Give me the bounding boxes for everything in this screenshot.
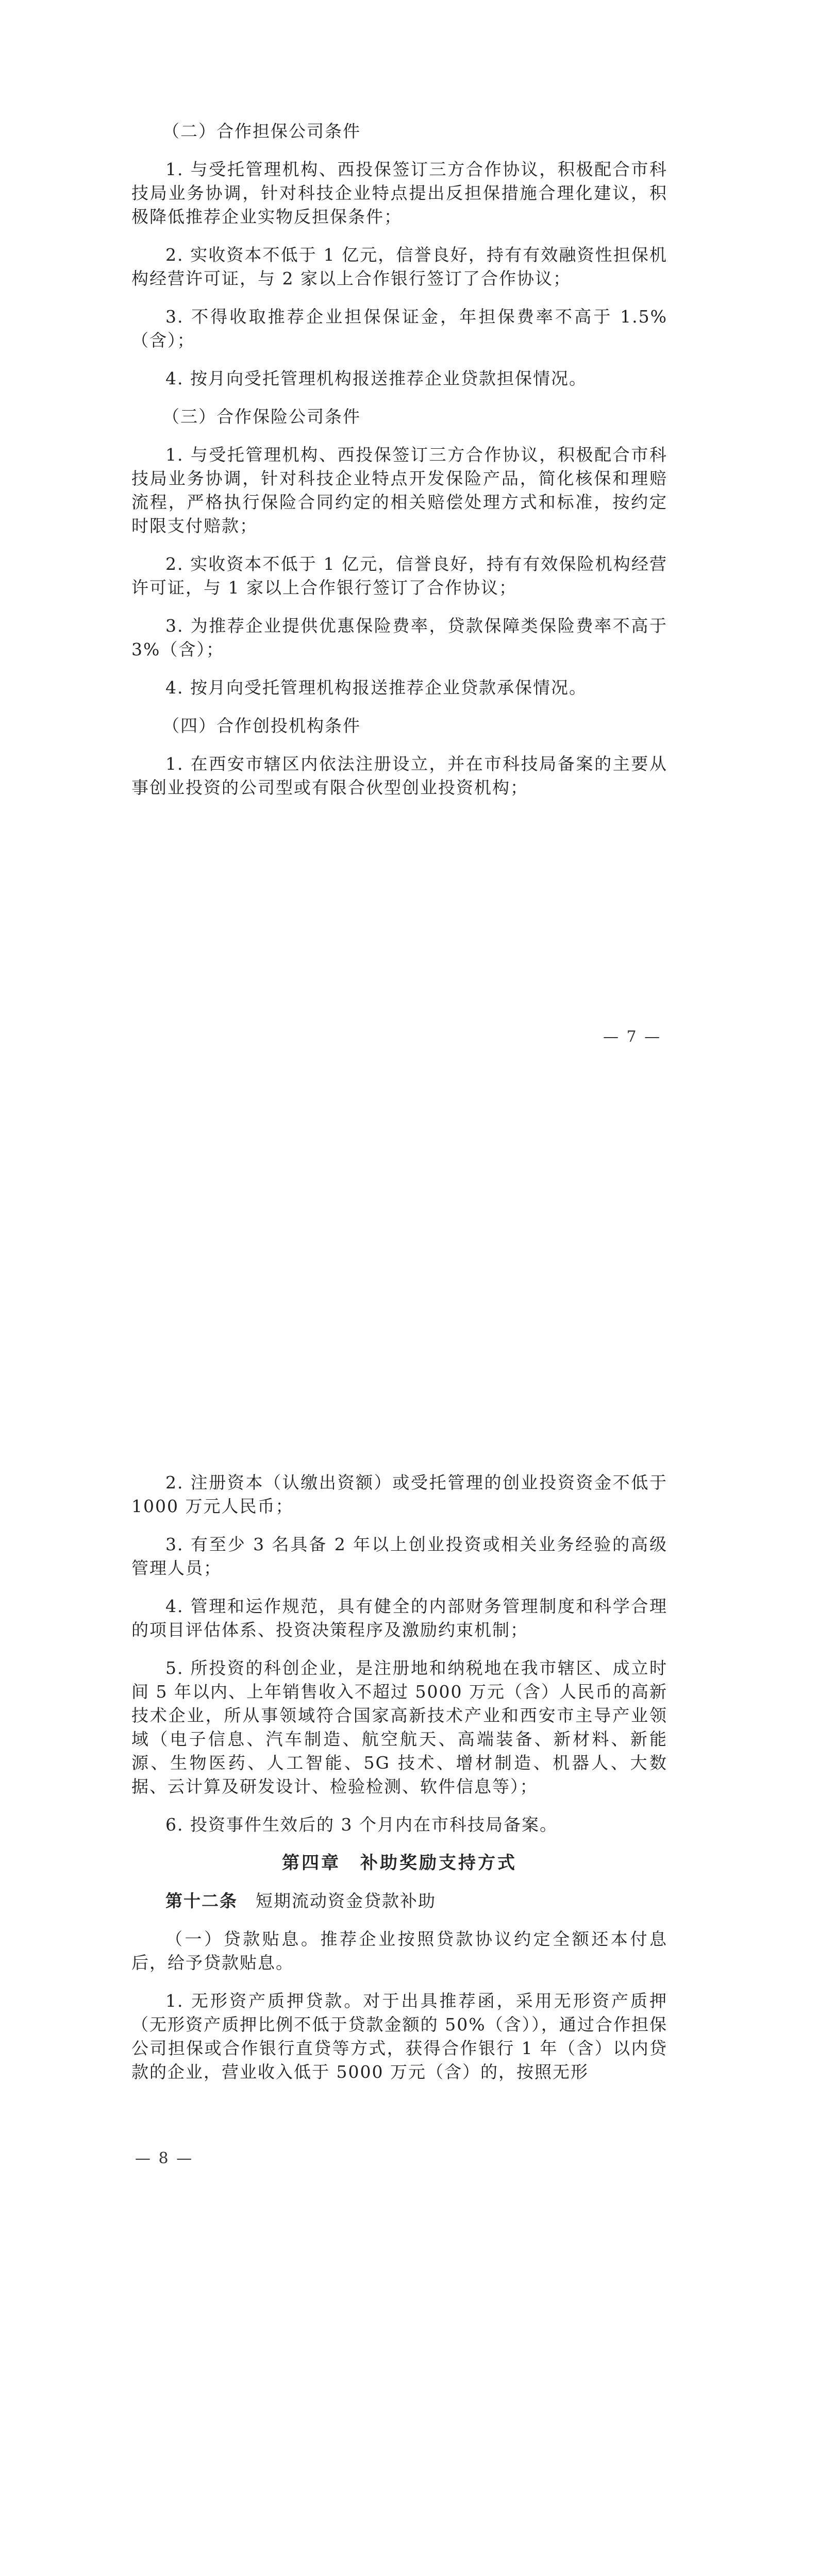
paragraph-gap — [131, 1580, 667, 1595]
paragraph-gap — [131, 291, 667, 305]
paragraph-gap — [131, 229, 667, 243]
paragraph-gap — [131, 600, 667, 614]
section-heading: （三）合作保险公司条件 — [162, 406, 361, 427]
paragraph-gap — [131, 662, 667, 676]
paragraph: 2. 注册资本（认缴出资额）或受托管理的创业投资资金不低于 1000 万元人民币； — [131, 1472, 667, 1516]
page-7 — [0, 0, 818, 1157]
paragraph: 1. 无形资产质押贷款。对于出具推荐函，采用无形资产质押（无形资产质押比例不低于贷款金额的 50%（含）），通过合作担保公司担保或合作银行直贷等方式，获得合作银行 1 年（含）以内贷款的企业，营业收入低于 5000 万元（含）的，按照无形 — [131, 1991, 667, 2082]
page-8 — [0, 1157, 818, 2313]
paragraph: 4. 管理和运作规范，具有健全的内部财务管理制度和科学合理的项目评估体系、投资决策程序及激励约束机制； — [131, 1596, 667, 1640]
page-9 — [0, 2313, 818, 2576]
paragraph-gap — [131, 1837, 667, 1851]
paragraph-gap — [131, 700, 667, 714]
paragraph: （一）贷款贴息。推荐企业按照贷款协议约定全额还本付息后，给予贷款贴息。 — [131, 1929, 667, 1973]
article-title: 短期流动资金贷款补助 — [238, 1891, 436, 1911]
paragraph-gap — [131, 2084, 667, 2098]
page-8-content — [131, 1471, 667, 2098]
page-number: — 8 — — [135, 2149, 194, 2167]
paragraph-gap — [131, 1875, 667, 1889]
paragraph: 6. 投资事件生效后的 3 个月内在市科技局备案。 — [165, 1815, 558, 1835]
paragraph-gap — [131, 800, 667, 814]
paragraph-gap — [131, 352, 667, 367]
section-heading: （二）合作担保公司条件 — [162, 121, 361, 141]
paragraph-gap — [131, 143, 667, 158]
paragraph-gap — [131, 391, 667, 405]
paragraph: 2. 实收资本不低于 1 亿元，信誉良好，持有有效保险机构经营许可证，与 1 家以上合作银行签订了合作协议； — [131, 554, 667, 598]
paragraph-gap — [131, 1799, 667, 1813]
paragraph: 1. 与受托管理机构、西投保签订三方合作协议，积极配合市科技局业务协调，针对科技企业特点开发保险产品，简化核保和理赔流程，严格执行保险合同约定的相关赔偿处理方式和标准，按约定时限支付赔款； — [131, 445, 667, 536]
chapter-heading: 第四章 补助奖励支持方式 — [282, 1853, 517, 1873]
paragraph: 2. 实收资本不低于 1 亿元，信誉良好，持有有效融资性担保机构经营许可证，与 2 家以上合作银行签订了合作协议； — [131, 245, 667, 289]
paragraph: 4. 按月向受托管理机构报送推荐企业贷款担保情况。 — [165, 368, 587, 388]
paragraph-gap — [131, 738, 667, 752]
paragraph: 3. 不得收取推荐企业担保保证金，年担保费率不高于 1.5%（含）； — [131, 307, 667, 350]
paragraph-gap — [131, 1913, 667, 1927]
paragraph-gap — [131, 1975, 667, 1989]
paragraph-gap — [131, 429, 667, 443]
article-heading — [131, 1889, 667, 1913]
paragraph-gap — [131, 1642, 667, 1656]
paragraph-gap — [131, 538, 667, 552]
paragraph: 3. 有至少 3 名具备 2 年以上创业投资或相关业务经验的高级管理人员； — [131, 1534, 667, 1578]
article-number: 第十二条 — [165, 1891, 238, 1911]
paragraph: 5. 所投资的科创企业，是注册地和纳税地在我市辖区、成立时间 5 年以内、上年销售收入不超过 5000 万元（含）人民币的高新技术企业，所从事领域符合国家高新技术产业和西安市主导产业领域（电子信息、汽车制造、航空航天、高端装备、新材料、新能源、生物医药、人工智能、5G 技术、增材制造、机器人、大数据、云计算及研发设计、检验检测、软件信息等）； — [131, 1658, 667, 1797]
page-number: — 7 — — [603, 1028, 662, 1046]
section-heading: （四）合作创投机构条件 — [162, 716, 361, 736]
paragraph-gap — [131, 1518, 667, 1533]
paragraph: 4. 按月向受托管理机构报送推荐企业贷款承保情况。 — [165, 677, 587, 698]
paragraph: 1. 在西安市辖区内依法注册设立，并在市科技局备案的主要从事创业投资的公司型或有限合伙型创业投资机构； — [131, 754, 667, 798]
page-7-content — [131, 120, 667, 814]
paragraph: 3. 为推荐企业提供优惠保险费率，贷款保障类保险费率不高于 3%（含）； — [131, 616, 667, 659]
paragraph: 1. 与受托管理机构、西投保签订三方合作协议，积极配合市科技局业务协调，针对科技企业特点提出反担保措施合理化建议，积极降低推荐企业实物反担保条件； — [131, 159, 667, 227]
